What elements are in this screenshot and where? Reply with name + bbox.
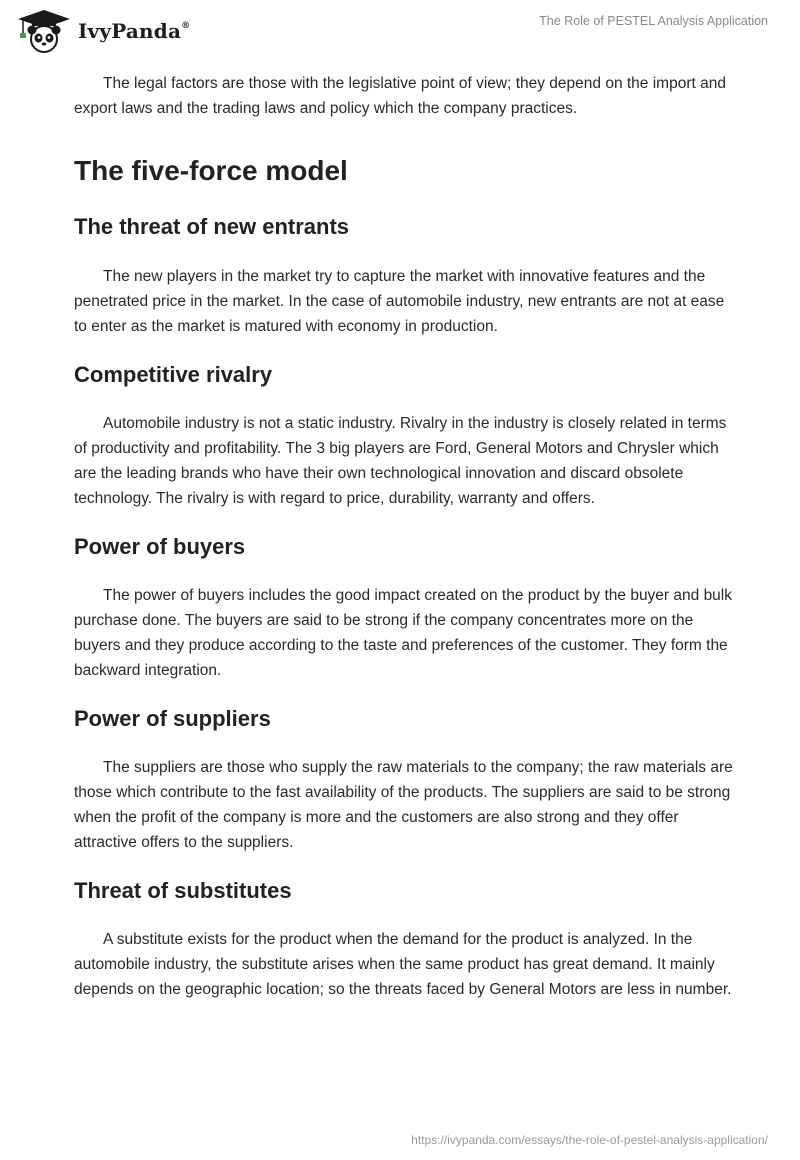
ivypanda-logo[interactable]: [14, 9, 190, 53]
section-heading-power-of-suppliers: Power of suppliers: [74, 706, 271, 731]
section-body-power-of-buyers: The power of buyers includes the good impact created on the product by the buyer and bulk purchase done. The buyers are said to be strong if the company concentrates more on the buyers and they produce according to the taste and preferences of the customer. They form the backward integration.: [74, 587, 732, 679]
section-heading-competitive-rivalry: Competitive rivalry: [74, 362, 273, 387]
section-heading-new-entrants: The threat of new entrants: [74, 214, 350, 239]
section-heading-threat-of-substitutes: Threat of substitutes: [74, 878, 292, 903]
article-body: [74, 71, 734, 1002]
brand-name-text: IvyPanda: [78, 19, 182, 43]
section-body-new-entrants: The new players in the market try to capture the market with innovative features and the penetrated price in the market. In the case of automobile industry, new entrants are not at ease to enter as the market is matured with economy in production.: [74, 268, 725, 335]
registered-mark: ®: [181, 21, 191, 32]
document-title: The Role of PESTEL Analysis Application: [539, 14, 768, 28]
section-body-threat-of-substitutes: A substitute exists for the product when the demand for the product is analyzed. In the automobile industry, the substitute arises when the same product has great demand. It mainly depends on the geographic location; so the threats faced by General Motors are less in number.: [74, 931, 732, 998]
panda-logo-icon: [14, 9, 74, 53]
footer-source-url[interactable]: https://ivypanda.com/essays/the-role-of-pestel-analysis-application/: [411, 1133, 768, 1147]
page-header: [0, 0, 800, 60]
section-heading-power-of-buyers: Power of buyers: [74, 534, 246, 559]
section-body-competitive-rivalry: Automobile industry is not a static industry. Rivalry in the industry is closely related in terms of productivity and profitability. The 3 big players are Ford, General Motors and Chrysler which are the leading brands who have their own technological innovation and discard obsolete technology. The rivalry is with regard to price, durability, warranty and offers.: [74, 415, 727, 507]
section-body-power-of-suppliers: The suppliers are those who supply the raw materials to the company; the raw materials are those which contribute to the fast availability of the products. The suppliers are said to be strong when the profit of the company is more and the customers are also strong and they offer attractive offers to the suppliers.: [74, 759, 733, 851]
brand-name: [78, 19, 190, 43]
main-heading: The five-force model: [74, 155, 348, 186]
intro-paragraph: The legal factors are those with the legislative point of view; they depend on the import and export laws and the trading laws and policy which the company practices.: [74, 75, 726, 117]
